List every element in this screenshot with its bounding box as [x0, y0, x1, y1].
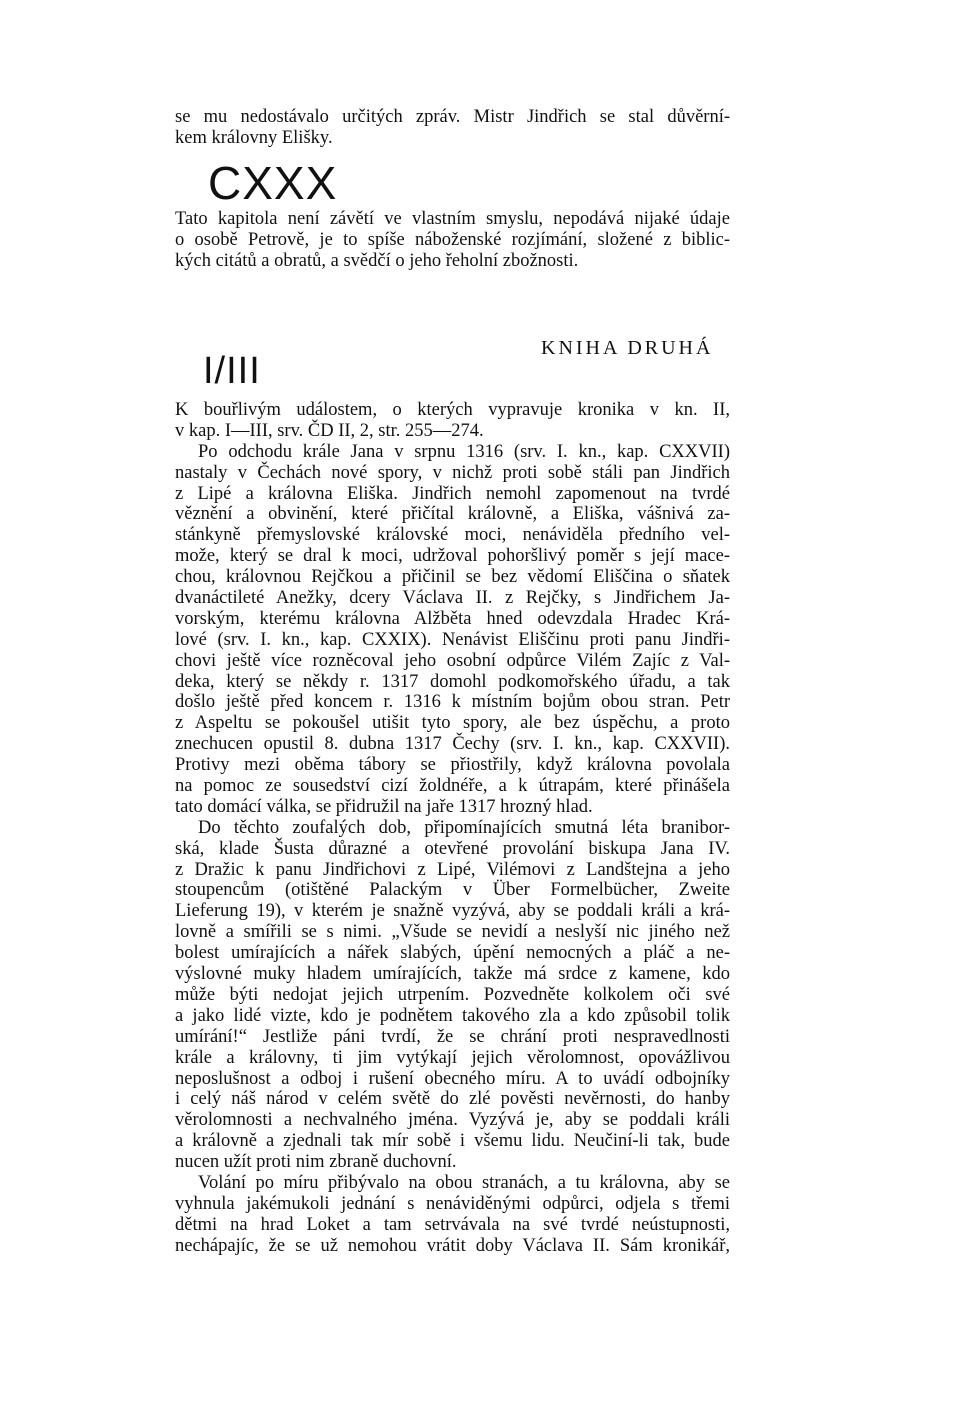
- text-line: nechápajíc, že se už nemohou vrátit doby Václava II. Sám kronikář,: [175, 1235, 730, 1256]
- text-line: kem královny Elišky.: [175, 127, 333, 148]
- text-line: umírání!“ Jestliže páni tvrdí, že se chrání proti nespravedlnosti: [175, 1026, 730, 1047]
- text-line: može, který se dral k moci, udržoval pohoršlivý poměr s její mace-: [175, 546, 730, 567]
- text-line: tato domácí válka, se přidružil na jaře 1317 hrozný hlad.: [175, 796, 593, 817]
- text-line: v kap. I—III, srv. ČD II, 2, str. 255—274.: [175, 420, 484, 441]
- text-line: kých citátů a obratů, a svědčí o jeho řeholní zbožnosti.: [175, 250, 579, 271]
- book-title: KNIHA DRUHÁ: [541, 337, 714, 359]
- text-line: nastaly v Čechách nové spory, v nichž proti sobě stáli pan Jindřich: [175, 462, 730, 483]
- text-line: z Aspeltu se pokoušel utišit tyto spory, ale bez úspěchu, a proto: [175, 713, 730, 734]
- text-line: ská, klade Šusta důrazné a otevřené provolání biskupa Jana IV.: [175, 838, 730, 859]
- text-line: dvanáctileté Anežky, dcery Václava II. z Rejčky, s Jindřichem Ja-: [175, 588, 730, 609]
- text-line: krále a královny, ti jim vytýkají jejich věrolomnost, opovážlivou: [175, 1047, 730, 1068]
- text-line: Po odchodu krále Jana v srpnu 1316 (srv. I. kn., kap. CXXVII): [198, 441, 730, 462]
- text-line: Tato kapitola není závětí ve vlastním smyslu, nepodává nijaké údaje: [175, 209, 730, 229]
- text-line: na pomoc ze sousedství cizí žoldnéře, a k útrapám, které přinášela: [175, 776, 730, 797]
- text-line: stoupencům (otištěné Palackým v Über Formelbücher, Zweite: [175, 880, 730, 901]
- text-line: lovně a smířili se s nimi. „Všude se nevidí a neslyší nic jiného než: [175, 922, 730, 943]
- text-line: znechucen opustil 8. dubna 1317 Čechy (srv. I. kn., kap. CXXVII).: [175, 734, 730, 755]
- intro-paragraph: [175, 107, 730, 149]
- text-line: se mu nedostávalo určitých zpráv. Mistr Jindřich se stal důvěrní-: [175, 107, 730, 127]
- text-line: Volání po míru přibývalo na obou stranách, a tu královna, aby se: [198, 1172, 730, 1193]
- text-line: o osobě Petrově, je to spíše náboženské rozjímání, složené z biblic-: [175, 229, 730, 250]
- text-line: může býti nedojat jejich utrpením. Pozvedněte kolkolem oči své: [175, 984, 730, 1005]
- text-line: vyhnula jakémukoli jednání s nenáviděnými odpůrci, odjela s třemi: [175, 1193, 730, 1214]
- text-line: stánkyně přemyslovské královské moci, nenáviděla předního vel-: [175, 525, 730, 546]
- chapter-number: CXXX: [208, 157, 338, 209]
- text-line: nucen užít proti nim zbraně duchovní.: [175, 1152, 457, 1173]
- text-line: K bouřlivým událostem, o kterých vypravuje kronika v kn. II,: [175, 400, 730, 420]
- body-text: [175, 400, 730, 1257]
- text-line: bolest umírajících a nářek slabých, úpění nemocných a pláč a ne-: [175, 943, 730, 964]
- section-number: I/III: [203, 350, 261, 392]
- text-line: lové (srv. I. kn., kap. CXXIX). Nenávist Eliščinu proti panu Jindři-: [175, 629, 730, 650]
- text-line: došlo ještě před koncem r. 1316 k místním bojům obou stran. Petr: [175, 692, 730, 713]
- text-line: a královně a zjednali tak mír sobě i všemu lidu. Neučiní-li tak, bude: [175, 1131, 730, 1152]
- text-line: z Lipé a královna Eliška. Jindřich nemohl zapomenout na tvrdé: [175, 483, 730, 504]
- text-line: z Dražic k panu Jindřichovi z Lipé, Vilémovi z Landštejna a jeho: [175, 859, 730, 880]
- text-line: Do těchto zoufalých dob, připomínajících smutná léta branibor-: [198, 817, 730, 838]
- text-line: chou, královnou Rejčkou a přičinil se bez vědomí Eliščina o sňatek: [175, 567, 730, 588]
- text-line: chovi ještě více rozněcoval jeho osobní odpůrce Vilém Zajíc z Val-: [175, 650, 730, 671]
- text-line: vorským, kterému královna Alžběta hned odevzdala Hradec Krá-: [175, 608, 730, 629]
- text-line: Lieferung 19), v kterém je snažně vyzývá, aby se poddali králi a krá-: [175, 901, 730, 922]
- text-line: věrolomnosti a nechvalného jména. Vyzývá je, aby se poddali králi: [175, 1110, 730, 1131]
- text-line: i celý náš národ v celém světě do zlé pověsti nevěrnosti, do hanby: [175, 1089, 730, 1110]
- text-line: dětmi na hrad Loket a tam setrvávala na své tvrdé neústupnosti,: [175, 1214, 730, 1235]
- chapter-paragraph: [175, 209, 730, 272]
- text-line: a jako lidé vizte, kdo je podnětem takového zla a kdo způsobil tolik: [175, 1005, 730, 1026]
- text-line: deka, který se někdy r. 1317 domohl podkomořského úřadu, a tak: [175, 671, 730, 692]
- text-line: Protivy mezi oběma tábory se přiostřily, když královna povolala: [175, 755, 730, 776]
- text-line: výslovné muky hladem umírajících, takže má srdce z kamene, kdo: [175, 964, 730, 985]
- text-line: věznění a obvinění, které přičítal královně, a Eliška, vášnivá za-: [175, 504, 730, 525]
- text-line: neposlušnost a odboj i rušení obecného míru. A to uvádí odbojníky: [175, 1068, 730, 1089]
